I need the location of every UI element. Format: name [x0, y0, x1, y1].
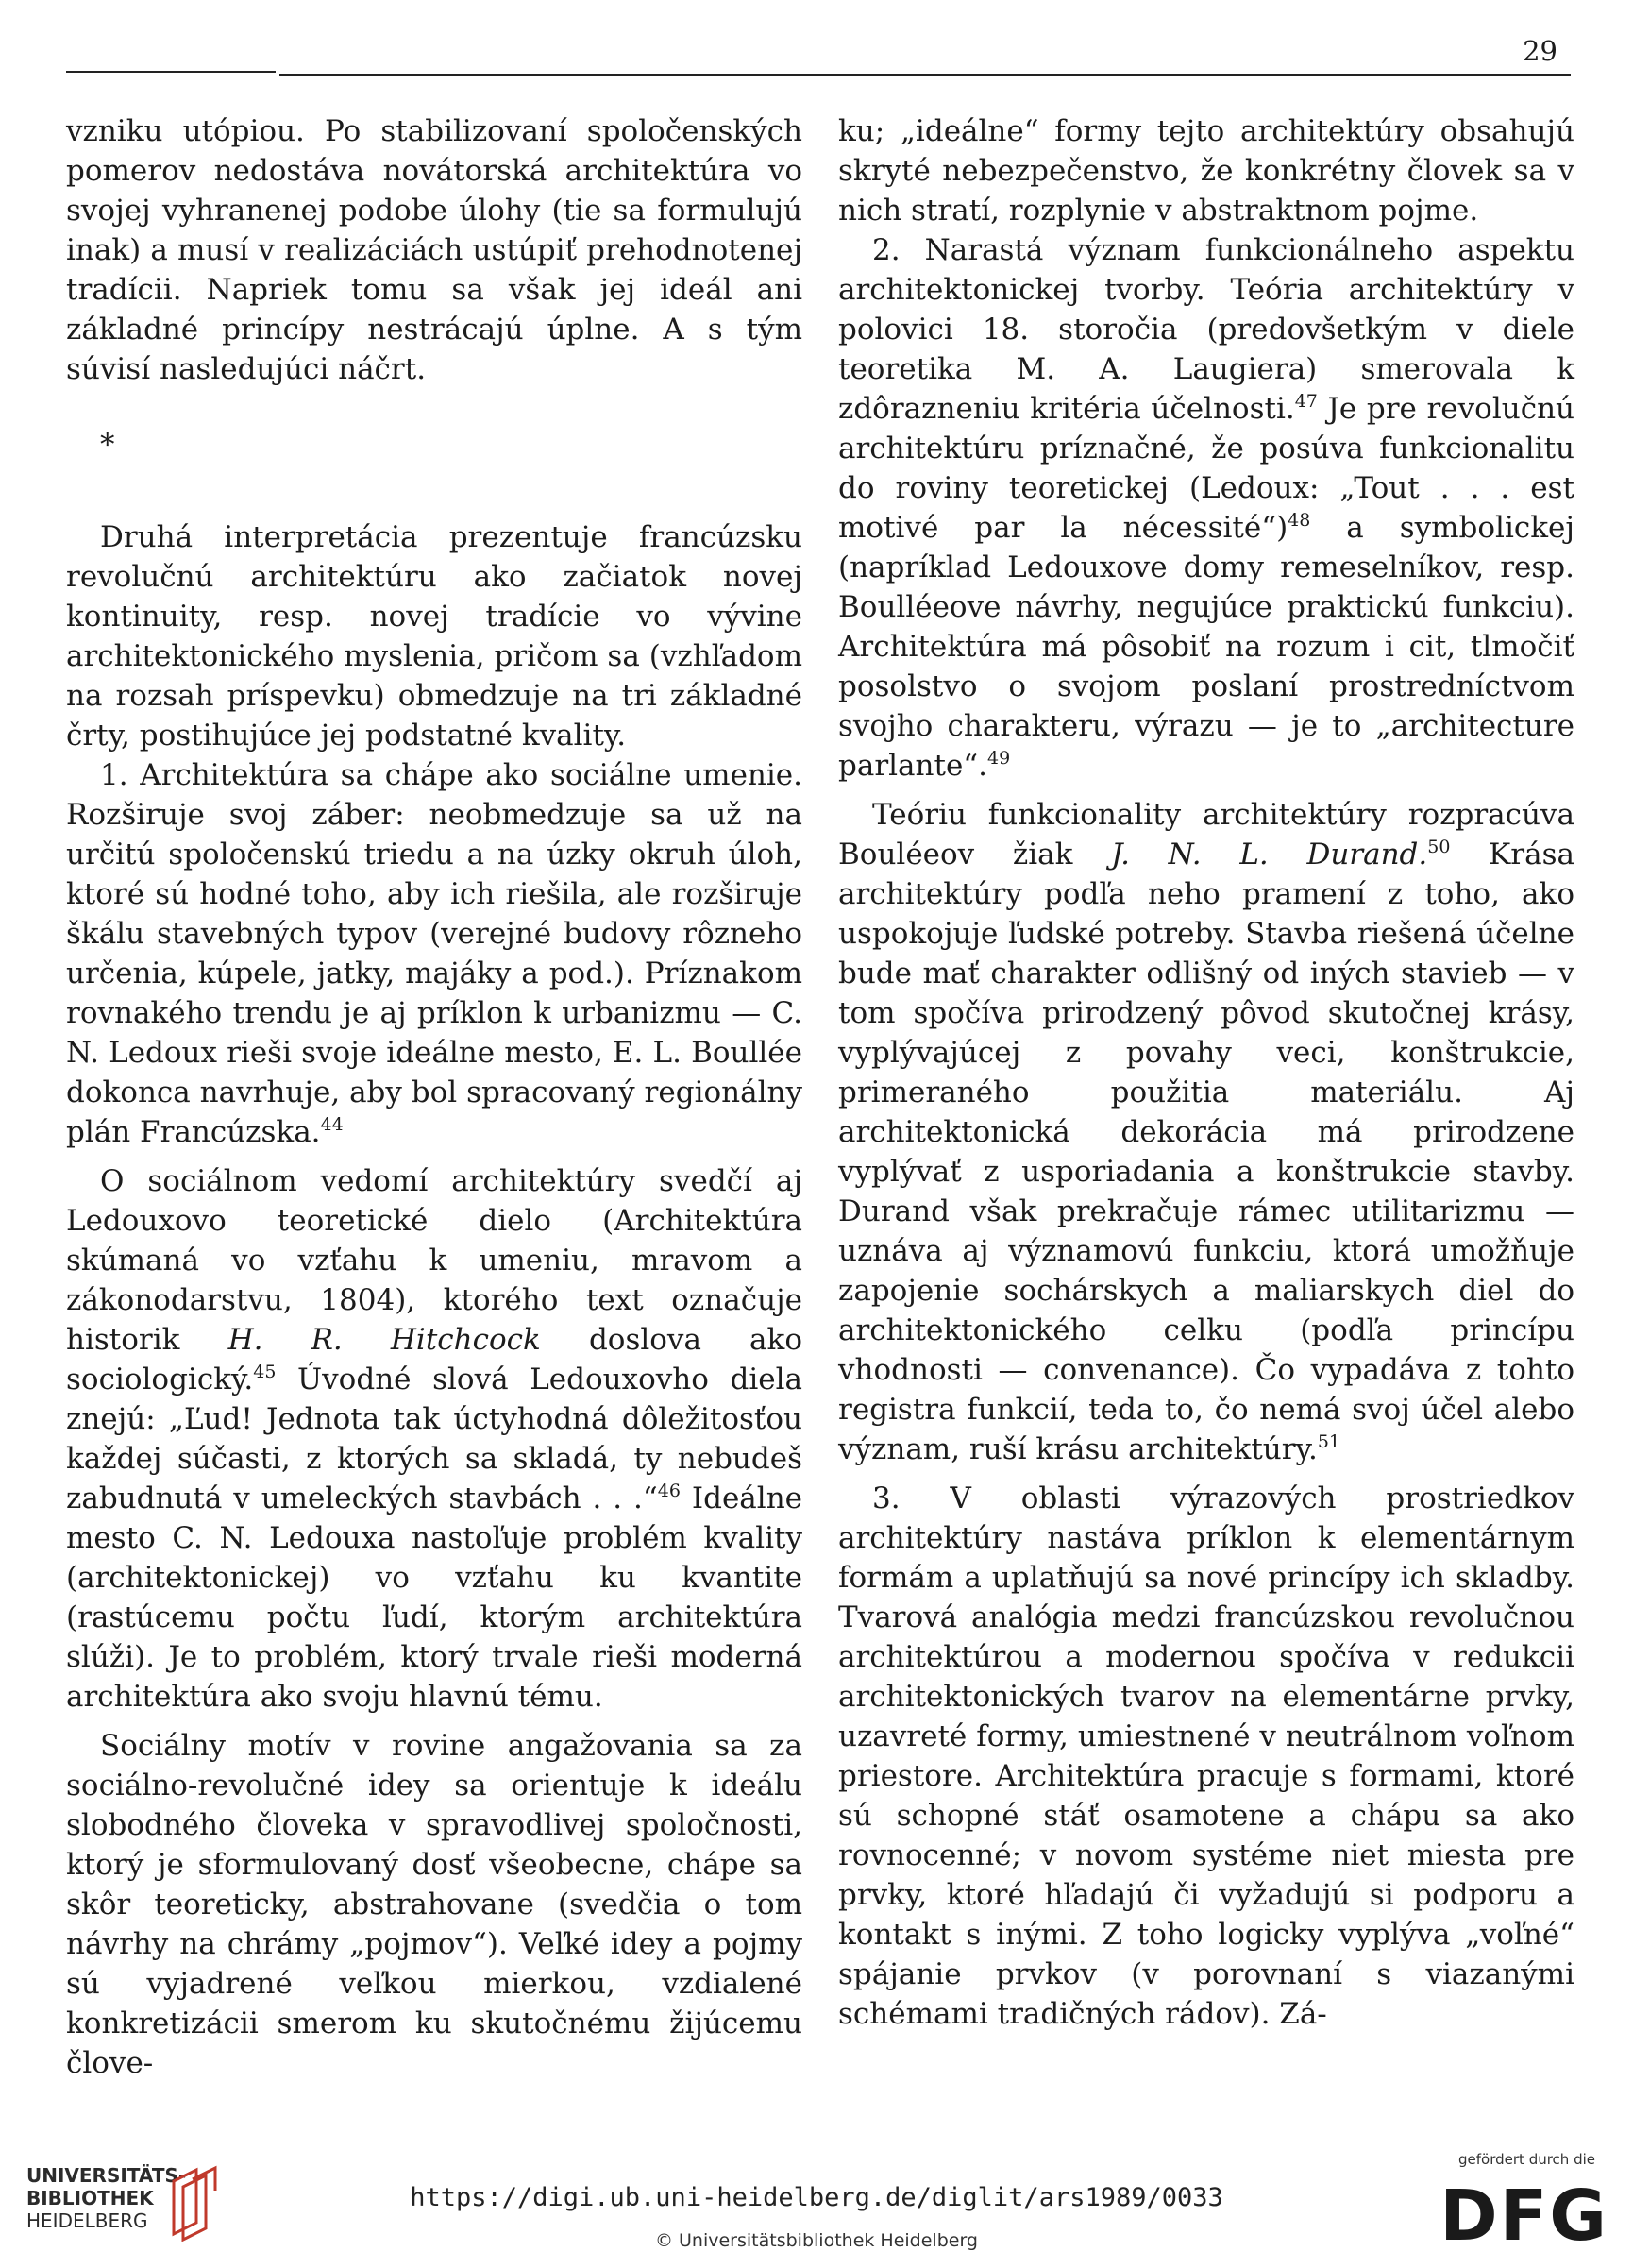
footnote-ref: 49	[987, 748, 1011, 769]
left-column	[66, 111, 802, 2083]
page-number: 29	[1523, 35, 1557, 67]
funding-note: gefördert durch die	[1458, 2151, 1595, 2168]
left-paragraph-3: 1. Architektúra sa chápe ako sociálne umenie. Rozširuje svoj záber: neobmedzuje sa už na určitú spoločenskú triedu a na úzky okruh úloh, ktoré sú hodné toho, aby ich riešila, ale rozširuje škálu stavebných typov (verejné budovy rôzneho určenia, kúpele, jatky, majáky a pod.). Príznakom rovnakého trendu je aj príklon k urbanizmu — C. N. Ledoux rieši svoje ideálne mesto, E. L. Boullée dokonca navrhuje, aby bol spracovaný regionálny plán Francúzska.$^{44}$	[66, 758, 802, 1149]
right-paragraph-3: Teóriu funkcionality architektúry rozpracúva Bouléeov žiak J. N. L. Durand.$^{50}$ Krása architektúry podľa neho pramení z toho, ako uspokojuje ľudské potreby. Stavba riešená účelne bude mať charakter odlišný od iných stavieb — v tom spočíva prirodzený pôvod skutočnej krásy, vyplývajúcej z povahy veci, konštrukcie, primeraného použitia materiálu. Aj architektonická dekorácia má prirodzene vyplývať z usporiadania a konštrukcie stavby. Durand však prekračuje rámec utilitarizmu — uznáva aj významovú funkciu, ktorá umožňuje zapojenie sochárskych a maliarskych diel do architektonického celku (podľa princípu vhodnosti — convenance). Čo vypadáva z tohto registra funkcií, teda to, čo nemá svoj účel alebo význam, ruší krásu architektúry.$^{51}$	[838, 798, 1574, 1466]
author-name: J. N. L. Durand.	[1111, 838, 1428, 872]
footnote-ref: 46	[657, 1481, 681, 1501]
left-paragraph-4: O sociálnom vedomí architektúry svedčí aj Ledouxovo teoretické dielo (Architektúra skúmaná vo vzťahu k umeniu, mravom a zákonodarstvu, 1804), ktorého text označuje historik H. R. Hitchcock doslova ako sociologický.$^{45}$ Úvodné slová Ledouxovho diela znejú: „Ľud! Jednota tak úctyhodná dôležitosťou každej súčasti, z ktorých sa skladá, ty nebudeš zabudnutá v umeleckých stavbách . . .“$^{46}$ Ideálne mesto C. N. Ledouxa nastoľuje problém kvality (architektonickej) vo vzťahu ku kvantite (rastúcemu počtu ľudí, ktorým architektúra slúži). Je to problém, ktorý trvale rieši moderná architektúra ako svoju hlavnú tému.	[66, 1164, 802, 1714]
section-separator: *	[100, 428, 115, 462]
left-paragraph-1: vzniku utópiou. Po stabilizovaní spoločenských pomerov nedostáva novátorská architektúra vo svojej vyhranenej podobe úlohy (tie sa formulujú inak) a musí v realizáciách ustúpiť prehodnotenej tradícii. Napriek tomu sa však jej ideál ani základné princípy nestrácajú úplne. A s tým súvisí nasledujúci náčrt.	[66, 114, 802, 386]
footnote-ref: 47	[1294, 391, 1318, 412]
right-column	[838, 111, 1574, 2034]
dfg-logo: DFG	[1439, 2175, 1608, 2257]
author-name: H. R. Hitchcock	[227, 1323, 541, 1357]
footnote-ref: 48	[1288, 510, 1311, 531]
header-rule-left	[66, 71, 276, 73]
library-name: UNIVERSITÄTS- BIBLIOTHEK HEIDELBERG	[26, 2164, 187, 2232]
left-paragraph-2: Druhá interpretácia prezentuje francúzsku revolučnú architektúru ako začiatok novej kontinuity, resp. novej tradície vo vývine architektonického myslenia, pričom sa (vzhľadom na rozsah príspevku) obmedzuje na tri základné črty, postihujúce jej podstatné kvality.	[66, 520, 802, 753]
footnote-ref: 51	[1317, 1431, 1340, 1452]
right-paragraph-1: ku; „ideálne“ formy tejto architektúry obsahujú skryté nebezpečenstvo, že konkrétny človek sa v nich stratí, rozplynie v abstraktnom pojme.	[838, 114, 1574, 228]
footnote-ref: 45	[253, 1362, 277, 1382]
digitization-footer	[0, 2132, 1633, 2268]
left-paragraph-5: Sociálny motív v rovine angažovania sa za sociálno-revolučné idey sa orientuje k ideálu slobodného človeka v spravodlivej spoločnosti, ktorý je sformulovaný dosť všeobecne, chápe sa skôr teoreticky, abstrahovane (svedčia o tom návrhy na chrámy „pojmov“). Veľké idey a pojmy sú vyjadrené veľkou mierkou, vzdialené konkretizácii smerom ku skutočnému žijúcemu člove-	[66, 1729, 802, 2080]
stray-bracket: )	[129, 233, 142, 267]
source-url-link[interactable]: https://digi.ub.uni-heidelberg.de/diglit/ars1989/0033	[410, 2183, 1223, 2212]
header-rule-right	[279, 74, 1571, 76]
footnote-ref: 44	[320, 1114, 344, 1135]
right-paragraph-4: 3. V oblasti výrazových prostriedkov architektúry nastáva príklon k elementárnym formám a uplatňujú sa nové princípy ich skladby. Tvarová analógia medzi francúzskou revolučnou architektúrou a modernou spočíva v redukcii architektonických tvarov na elementárne prvky, uzavreté formy, umiestnené v neutrálnom voľnom priestore. Architektúra pracuje s formami, ktoré sú schopné stáť osamotene a chápu sa ako rovnocenné; v novom systéme niet miesta pre prvky, ktoré hľadajú či vyžadujú si podporu a kontakt s inými. Z toho logicky vyplýva „voľné“ spájanie prvkov (v porovnaní s viazanými schémami tradičných rádov). Zá-	[838, 1481, 1574, 2031]
copyright-notice: © Universitätsbibliothek Heidelberg	[654, 2230, 978, 2251]
footnote-ref: 50	[1427, 837, 1451, 857]
right-paragraph-2: 2. Narastá význam funkcionálneho aspektu architektonickej tvorby. Teória architektúry v polovici 18. storočia (predovšetkým v diele teoretika M. A. Laugiera) smerovala k zdôrazneniu kritéria účelnosti.$^{47}$ Je pre revolučnú architektúru príznačné, že posúva funkcionalitu do roviny teoretickej (Ledoux: „Tout . . . est motivé par la nécessité“)$^{48}$ a symbolickej (napríklad Ledouxove domy remeselníkov, resp. Boulléeove návrhy, negujúce praktickú funkciu). Architektúra má pôsobiť na rozum i cit, tlmočiť posolstvo o svojom poslaní prostredníctvom svojho charakteru, výrazu — je to „architecture parlante“.$^{49}$	[838, 233, 1574, 783]
